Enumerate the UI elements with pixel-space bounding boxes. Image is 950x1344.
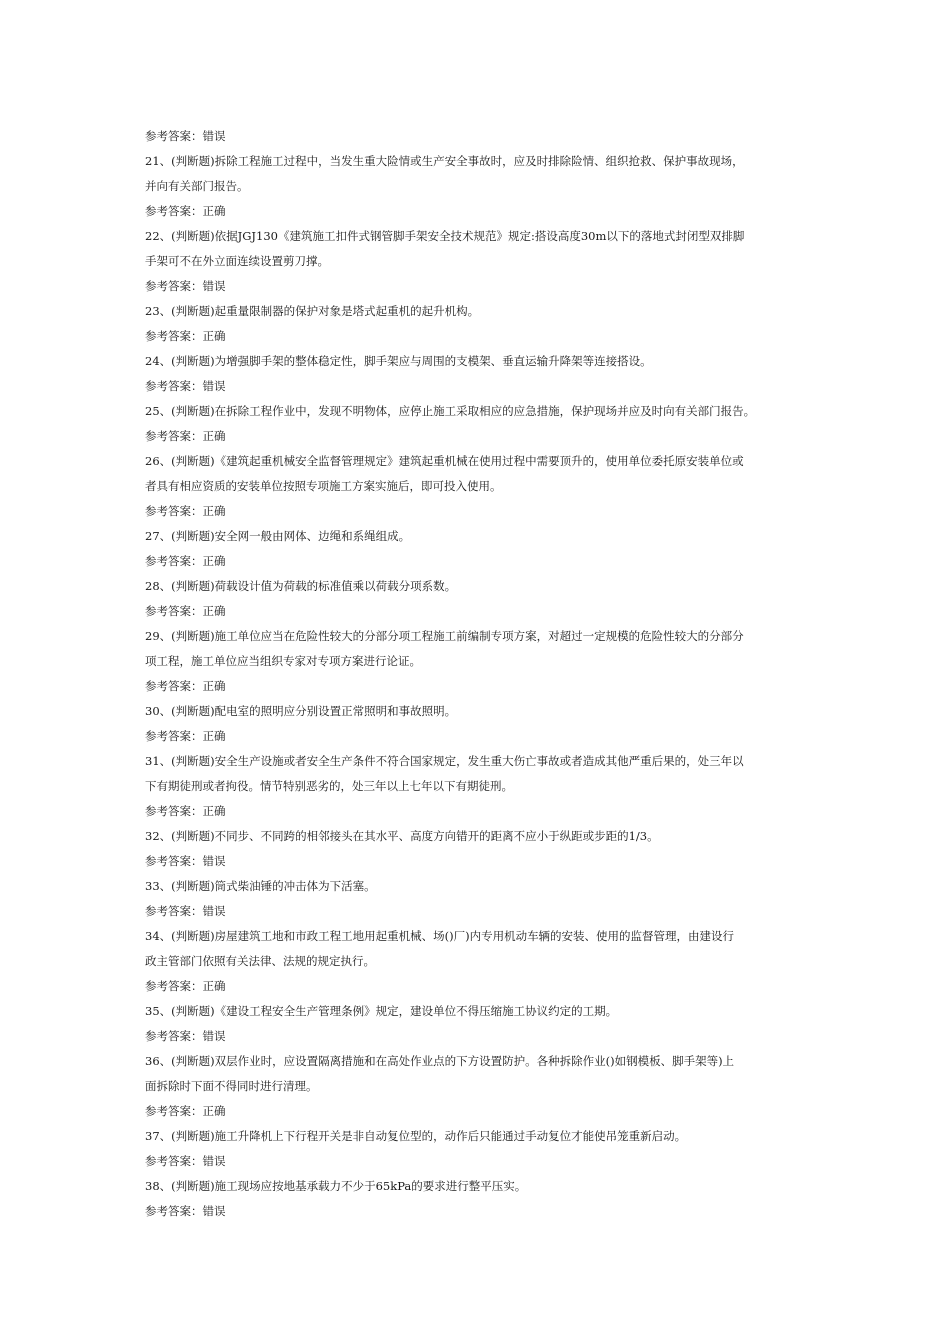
answer-line: 参考答案：正确: [145, 604, 226, 618]
question-item: [145, 349, 810, 399]
question-item: [145, 824, 810, 874]
question-text-line: 21、(判断题)拆除工程施工过程中，当发生重大险情或生产安全事故时，应及时排除险情、组织抢救、保护事故现场，: [145, 154, 744, 168]
question-text-line: 项工程，施工单位应当组织专家对专项方案进行论证。: [145, 654, 421, 668]
question-item: [145, 749, 810, 824]
question-text-line: 37、(判断题)施工升降机上下行程开关是非自动复位型的，动作后只能通过手动复位才能使吊笼重新启动。: [145, 1129, 687, 1143]
question-text-line: 38、(判断题)施工现场应按地基承载力不少于65kPa的要求进行整平压实。: [145, 1179, 527, 1193]
question-text-line: 25、(判断题)在拆除工程作业中，发现不明物体，应停止施工采取相应的应急措施，保护现场并应及时向有关部门报告。: [145, 404, 756, 418]
question-item: [145, 524, 810, 574]
question-text-line: 23、(判断题)起重量限制器的保护对象是塔式起重机的起升机构。: [145, 304, 480, 318]
question-text-line: 27、(判断题)安全网一般由网体、边绳和系绳组成。: [145, 529, 411, 543]
question-item: [145, 399, 810, 449]
question-item: [145, 149, 810, 224]
answer-line: 参考答案：正确: [145, 679, 226, 693]
question-text-line: 手架可不在外立面连续设置剪刀撑。: [145, 254, 329, 268]
question-list: [145, 124, 810, 1224]
answer-line: 参考答案：错误: [145, 854, 226, 868]
question-item: [145, 624, 810, 699]
question-item: [145, 449, 810, 524]
question-item: [145, 699, 810, 749]
answer-line: 参考答案：正确: [145, 504, 226, 518]
question-text-line: 34、(判断题)房屋建筑工地和市政工程工地用起重机械、场()厂)内专用机动车辆的安装、使用的监督管理，由建设行: [145, 929, 735, 943]
question-item: [145, 1124, 810, 1174]
question-text-line: 32、(判断题)不同步、不同跨的相邻接头在其水平、高度方向错开的距离不应小于纵距或步距的1/3。: [145, 829, 659, 843]
question-text-line: 35、(判断题)《建设工程安全生产管理条例》规定，建设单位不得压缩施工协议约定的工期。: [145, 1004, 618, 1018]
question-text-line: 31、(判断题)安全生产设施或者安全生产条件不符合国家规定，发生重大伤亡事故或者造成其他严重后果的，处三年以: [145, 754, 744, 768]
question-text-line: 者具有相应资质的安装单位按照专项施工方案实施后，即可投入使用。: [145, 479, 502, 493]
question-text-line: 24、(判断题)为增强脚手架的整体稳定性，脚手架应与周围的支模架、垂直运输升降架等连接搭设。: [145, 354, 652, 368]
question-text-line: 政主管部门依照有关法律、法规的规定执行。: [145, 954, 375, 968]
question-text-line: 22、(判断题)依据JGJ130《建筑施工扣件式钢管脚手架安全技术规范》规定:搭设高度30m以下的落地式封闭型双排脚: [145, 229, 745, 243]
answer-line: 参考答案：正确: [145, 804, 226, 818]
answer-line: 参考答案：错误: [145, 379, 226, 393]
question-item: [145, 299, 810, 349]
answer-line: 参考答案：错误: [145, 1154, 226, 1168]
answer-line: 参考答案：错误: [145, 904, 226, 918]
question-text-line: 26、(判断题)《建筑起重机械安全监督管理规定》建筑起重机械在使用过程中需要顶升的，使用单位委托原安装单位或: [145, 454, 744, 468]
answer-line: 参考答案：错误: [145, 1204, 226, 1218]
question-text-line: 36、(判断题)双层作业时，应设置隔离措施和在高处作业点的下方设置防护。各种拆除作业()如钢模板、脚手架等)上: [145, 1054, 735, 1068]
question-text-line: 28、(判断题)荷载设计值为荷载的标准值乘以荷载分项系数。: [145, 579, 457, 593]
answer-line: 参考答案：正确: [145, 1104, 226, 1118]
question-text-line: 并向有关部门报告。: [145, 179, 249, 193]
question-text-line: 面拆除时下面不得同时进行清理。: [145, 1079, 318, 1093]
answer-line: 参考答案：错误: [145, 279, 226, 293]
question-item: [145, 924, 810, 999]
question-text-line: 下有期徒刑或者拘役。情节特别恶劣的，处三年以上七年以下有期徒刑。: [145, 779, 513, 793]
question-item: [145, 1174, 810, 1224]
question-item: [145, 224, 810, 299]
answer-line: 参考答案：错误: [145, 129, 226, 143]
question-item: [145, 574, 810, 624]
question-item: [145, 1049, 810, 1124]
question-item: [145, 874, 810, 924]
question-item: [145, 999, 810, 1049]
question-text-line: 30、(判断题)配电室的照明应分别设置正常照明和事故照明。: [145, 704, 457, 718]
answer-line: 参考答案：正确: [145, 329, 226, 343]
answer-line: 参考答案：正确: [145, 729, 226, 743]
answer-line: 参考答案：正确: [145, 429, 226, 443]
answer-line: 参考答案：正确: [145, 204, 226, 218]
items-container: [145, 149, 810, 1224]
question-text-line: 33、(判断题)筒式柴油锤的冲击体为下活塞。: [145, 879, 376, 893]
answer-line: 参考答案：正确: [145, 979, 226, 993]
answer-line: 参考答案：正确: [145, 554, 226, 568]
answer-line: 参考答案：错误: [145, 1029, 226, 1043]
question-text-line: 29、(判断题)施工单位应当在危险性较大的分部分项工程施工前编制专项方案，对超过一定规模的危险性较大的分部分: [145, 629, 744, 643]
